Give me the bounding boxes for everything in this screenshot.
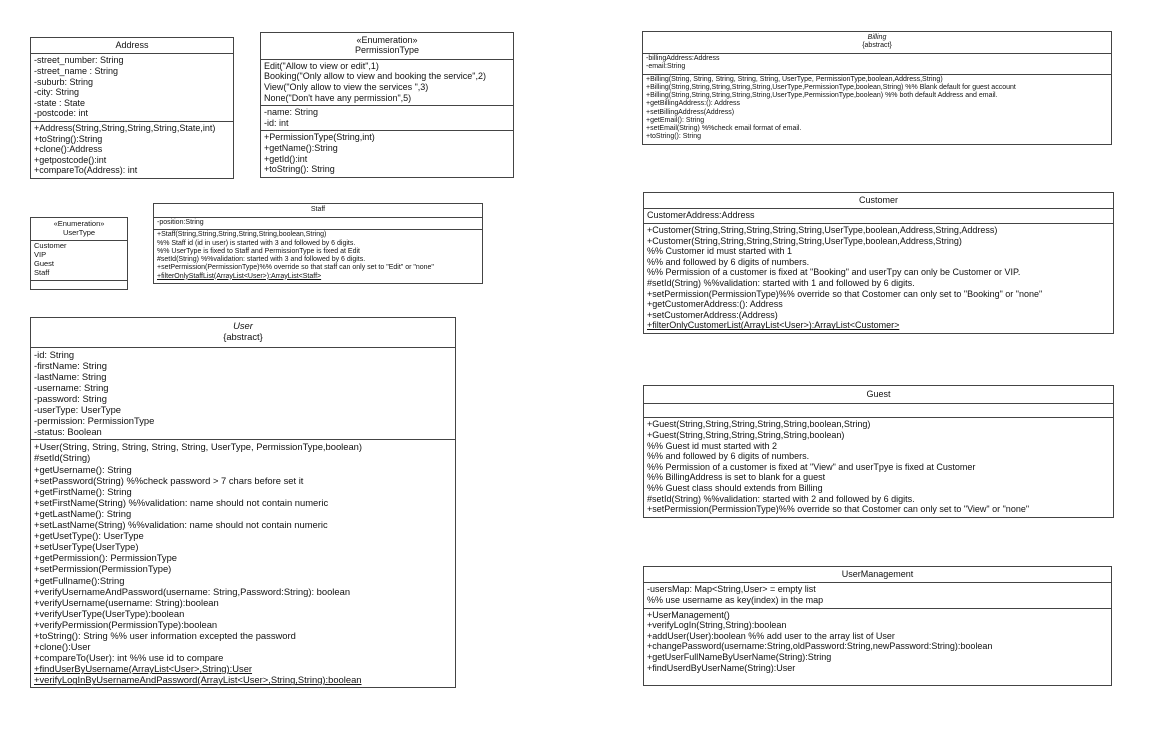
- empty-section: [31, 281, 127, 289]
- method: +setPermission(PermissionType): [34, 563, 172, 575]
- method: +verifyUserType(UserType):boolean: [34, 607, 185, 619]
- class-title: [31, 38, 233, 54]
- method: +setPermission(PermissionType)%% override so that Costomer can only set to "Booking" or "none": [647, 288, 1043, 299]
- method: +toString(): String: [646, 133, 702, 141]
- method: +setPermission(PermissionType)%% override so that Costomer can only set to "View" or "none": [647, 504, 1030, 515]
- attributes-section: [643, 54, 1111, 75]
- class-title: [261, 33, 513, 60]
- attribute: -permission: PermissionType: [34, 415, 155, 427]
- enum-permission-type: [260, 32, 514, 178]
- class-title: [154, 204, 482, 218]
- attribute: -position:String: [157, 219, 204, 227]
- attribute: -username: String: [34, 381, 109, 393]
- method: %% Permission of a customer is fixed at "View" and userTpye is fixed at Customer: [647, 461, 976, 472]
- attributes-section: [644, 583, 1111, 608]
- class-address: [30, 37, 234, 179]
- method: +getFirstName(): String: [34, 485, 132, 497]
- class-staff: [153, 203, 483, 284]
- method: +getEmail(): String: [646, 116, 705, 124]
- method: +setUserType(UserType): [34, 541, 139, 553]
- method: +getBillingAddress:(): Address: [646, 100, 740, 108]
- method: #setId(String): [34, 452, 91, 464]
- attribute: -id: int: [264, 117, 289, 128]
- enum-literal: None("Don't have any permission",5): [264, 92, 412, 103]
- attribute: -email:String: [646, 63, 686, 71]
- method: +toString():String: [34, 133, 103, 144]
- method: +getUsetType(): UserType: [34, 530, 144, 542]
- methods-section: [154, 230, 482, 283]
- method: +clone():User: [34, 641, 91, 653]
- class-guest: [643, 385, 1114, 518]
- class-name: PermissionType: [354, 45, 420, 56]
- method: +findUserdByUserName(String):User: [647, 662, 796, 673]
- method: +getUserFullNameByUserName(String):String: [647, 652, 832, 662]
- attribute: %% use username as key(index) in the map: [647, 594, 824, 605]
- attributes-section: [644, 404, 1113, 418]
- attributes-section: [31, 348, 455, 441]
- class-name: Billing: [867, 34, 887, 41]
- enum-literal: VIP: [34, 250, 47, 260]
- methods-section: [644, 609, 1111, 686]
- method: %% and followed by 6 digits of numbers.: [647, 256, 810, 267]
- class-title: [31, 318, 455, 348]
- attribute: -lastName: String: [34, 370, 107, 382]
- abstract-label: {abstract}: [862, 42, 892, 50]
- literals-section: [31, 241, 127, 280]
- method: +getPermission(): PermissionType: [34, 552, 178, 564]
- method: %% Customer id must started with 1: [647, 246, 793, 257]
- method: +setEmail(String) %%check email format of email.: [646, 125, 802, 133]
- class-name: Address: [115, 40, 149, 50]
- method: #setId(String) %%validation: started with 3 and followed by 6 digits.: [157, 256, 366, 264]
- class-title: [644, 193, 1113, 209]
- enum-literal: Guest: [34, 258, 55, 268]
- attribute: -id: String: [34, 348, 75, 360]
- method: +User(String, String, String, String, String, UserType, PermissionType,boolean): [34, 441, 362, 453]
- attributes-section: [644, 209, 1113, 224]
- attribute: -street_number: String: [34, 55, 124, 66]
- stereotype: «Enumeration»: [53, 219, 105, 228]
- methods-section: [261, 131, 513, 176]
- method: +getId():int: [264, 153, 308, 164]
- method: %% UserType is fixed to Staff and PermissionType is fixed at Edit: [157, 247, 360, 255]
- method: +setPermission(PermissionType)%% override so that staff can only set to "Edit" or "none": [157, 264, 434, 272]
- method: +Customer(String,String,String,String,String,UserType,boolean,Address,String,Address): [647, 224, 998, 235]
- method: +Guest(String,String,String,String,String,boolean): [647, 429, 845, 440]
- class-title: [643, 32, 1111, 54]
- class-name: Staff: [310, 206, 326, 213]
- class-title: [644, 386, 1113, 404]
- attributes-section: [154, 218, 482, 230]
- method: +toString(): String %% user information excepted the password: [34, 629, 296, 641]
- attributes-section: [261, 106, 513, 131]
- class-name: UserType: [62, 227, 96, 237]
- method: +toString(): String: [264, 164, 335, 175]
- method: +verifyUsername(username: String):boolean: [34, 596, 219, 608]
- method: +getUsername(): String: [34, 463, 132, 475]
- method: +Address(String,String,String,String,State,int): [34, 123, 216, 133]
- static-method: +filterOnlyStaffList(ArrayList<User>):ArrayList<Staff>: [157, 272, 322, 280]
- method: #setId(String) %%validation: started with 1 and followed by 6 digits.: [647, 278, 915, 288]
- method: +getLastName(): String: [34, 507, 132, 519]
- method: +Staff(String,String,String,String,String,boolean,String): [157, 231, 327, 239]
- attribute: -usersMap: Map<String,User> = empty list: [647, 584, 816, 595]
- method: %% Guest id must started with 2: [647, 440, 778, 451]
- attributes-section: [31, 54, 233, 122]
- method: #setId(String) %%validation: started with 2 and followed by 6 digits.: [647, 493, 915, 504]
- static-method: +findUserByUsername(ArrayList<User>,String):User: [34, 663, 253, 675]
- method: +verifyUsernameAndPassword(username: String,Password:String): boolean: [34, 585, 351, 597]
- class-name: Customer: [858, 195, 898, 205]
- method: +clone():Address: [34, 144, 103, 155]
- method: %% Staff id (id in user) is started with 3 and followed by 6 digits.: [157, 239, 356, 247]
- methods-section: [31, 440, 455, 687]
- abstract-label: {abstract}: [223, 330, 263, 342]
- method: %% Guest class should extends from Billing: [647, 483, 823, 493]
- method: +compareTo(User): int %% use id to compare: [34, 652, 224, 664]
- class-title: [644, 567, 1111, 583]
- method: %% and followed by 6 digits of numbers.: [647, 451, 810, 462]
- enum-literal: Edit("Allow to view or edit",1): [264, 60, 379, 71]
- literals-section: [261, 60, 513, 106]
- class-billing: [642, 31, 1112, 145]
- method: %% BillingAddress is set to blank for a guest: [647, 472, 826, 483]
- enum-literal: Staff: [34, 267, 50, 277]
- method: +verifyLogIn(String,String):boolean: [647, 620, 787, 631]
- method: +compareTo(Address): int: [34, 165, 138, 176]
- method: +Guest(String,String,String,String,String,boolean,String): [647, 419, 871, 430]
- class-customer: [643, 192, 1114, 334]
- method: +changePassword(username:String,oldPassword:String,newPassword:String):boolean: [647, 641, 993, 652]
- stereotype: «Enumeration»: [356, 35, 418, 45]
- attribute: -billingAddress:Address: [646, 55, 720, 63]
- attribute: -state : State: [34, 97, 86, 108]
- attribute: -postcode: int: [34, 108, 89, 119]
- method: +getpostcode():int: [34, 154, 107, 165]
- attribute: -status: Boolean: [34, 426, 102, 438]
- class-user-management: [643, 566, 1112, 686]
- static-method: +verifyLogInByUsernameAndPassword(ArrayList<User>,String,String):boolean: [34, 674, 362, 686]
- enum-user-type: [30, 217, 128, 290]
- attribute: -name: String: [264, 107, 319, 118]
- method: +setCustomerAddress:(Address): [647, 309, 778, 320]
- method: +UserManagement(): [647, 609, 730, 620]
- method: +PermissionType(String,int): [264, 132, 375, 143]
- method: +getFullname():String: [34, 574, 125, 586]
- method: +Billing(String,String,String,String,String,UserType,PermissionType,boolean,String) %% Blank default for guest account: [646, 83, 1016, 91]
- attribute: -suburb: String: [34, 76, 94, 87]
- method: +setFirstName(String) %%validation: name should not contain numeric: [34, 496, 329, 508]
- methods-section: [644, 224, 1113, 333]
- method: +getName():String: [264, 142, 338, 153]
- method: +Billing(String, String, String, String, String, UserType, PermissionType,boolean,Address,String): [646, 75, 943, 83]
- enum-literal: Booking("Only allow to view and booking the service",2): [264, 71, 487, 82]
- enum-literal: View("Only allow to view the services ",3): [264, 81, 429, 92]
- static-method: +filterOnlyCustomerList(ArrayList<User>):ArrayList<Customer>: [647, 320, 900, 331]
- method: +getCustomerAddress:(): Address: [647, 299, 783, 310]
- method: +setPassword(String) %%check password > 7 chars before set it: [34, 474, 304, 486]
- methods-section: [31, 122, 233, 178]
- class-title: [31, 218, 127, 241]
- method: +verifyPermission(PermissionType):boolean: [34, 618, 218, 630]
- methods-section: [643, 75, 1111, 144]
- attribute: -password: String: [34, 393, 107, 404]
- method: +setLastName(String) %%validation: name should not contain numeric: [34, 519, 328, 531]
- attribute: CustomerAddress:Address: [647, 210, 755, 221]
- attribute: -city: String: [34, 87, 80, 98]
- class-name: Guest: [866, 389, 891, 399]
- method: +addUser(User):boolean %% add user to the array list of User: [647, 630, 895, 641]
- method: %% Permission of a customer is fixed at "Booking" and userTpy can only be Customer or VIP.: [647, 267, 1021, 278]
- method: +setBillingAddress(Address): [646, 108, 735, 116]
- class-user: [30, 317, 456, 688]
- method: +Customer(String,String,String,String,String,UserType,boolean,Address,String): [647, 235, 962, 246]
- class-name: UserManagement: [841, 569, 914, 579]
- attribute: -firstName: String: [34, 359, 107, 371]
- class-name: User: [233, 320, 253, 331]
- method: +Billing(String,String,String,String,String,UserType,PermissionType,boolean) %% both default Address and email.: [646, 92, 998, 100]
- attribute: -street_name : String: [34, 65, 119, 76]
- enum-literal: Customer: [34, 241, 67, 251]
- attribute: -userType: UserType: [34, 404, 122, 416]
- methods-section: [644, 418, 1113, 516]
